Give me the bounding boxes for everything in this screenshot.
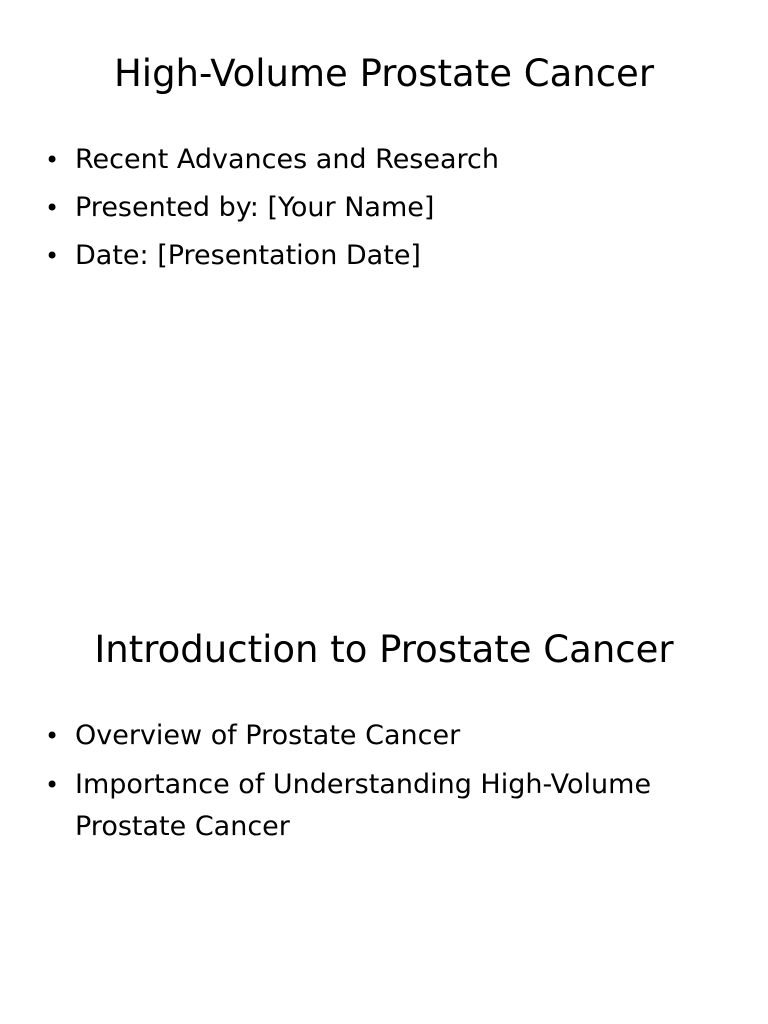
bullet-list [40, 140, 700, 284]
bullet-dot-icon: • [45, 242, 60, 270]
slide-2 [0, 576, 768, 1024]
bullet-item [40, 236, 700, 276]
bullet-text: Overview of Prostate Cancer [75, 720, 461, 751]
slide-title: High-Volume Prostate Cancer [113, 52, 655, 95]
slide-title: Introduction to Prostate Cancer [94, 628, 674, 671]
bullet-item [40, 716, 700, 756]
bullet-item [40, 764, 700, 848]
bullet-text: Date: [Presentation Date] [75, 240, 421, 271]
bullet-list [40, 716, 700, 856]
bullet-item [40, 140, 700, 180]
bullet-dot-icon: • [45, 722, 60, 750]
bullet-text: Importance of Understanding High-Volume Prostate Cancer [75, 769, 652, 842]
bullet-dot-icon: • [45, 771, 60, 799]
bullet-item [40, 188, 700, 228]
bullet-text: Recent Advances and Research [75, 144, 499, 175]
bullet-text: Presented by: [Your Name] [75, 192, 435, 223]
bullet-dot-icon: • [45, 146, 60, 174]
bullet-dot-icon: • [45, 194, 60, 222]
